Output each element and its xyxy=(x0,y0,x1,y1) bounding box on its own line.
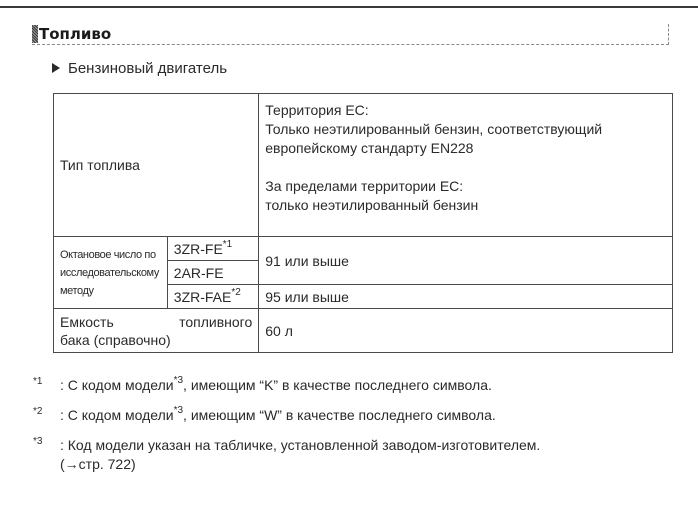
footnote-3-line-2: (→стр. 722) xyxy=(60,456,136,472)
section-marker-icon xyxy=(32,25,38,43)
capacity-label-cell xyxy=(54,309,259,353)
table-row-capacity xyxy=(54,309,673,353)
capacity-label-word-1: Емкость xyxy=(60,313,114,330)
section-title: Топливо xyxy=(39,25,112,43)
footnotes xyxy=(33,376,673,485)
top-rule xyxy=(0,6,698,8)
eu-heading: Территория ЕС: xyxy=(265,102,369,118)
footnote-1-mark xyxy=(33,376,42,395)
non-eu-heading: За пределами территории ЕС: xyxy=(265,178,464,194)
engine-cell-2 xyxy=(167,261,258,285)
footnote-2-mark-text: *2 xyxy=(33,406,43,417)
engine-mark-3: *2 xyxy=(231,286,241,298)
eu-block xyxy=(265,101,666,158)
octane-value-1: 91 или выше xyxy=(265,252,349,269)
octane-label-cell xyxy=(54,237,168,309)
fuel-type-label-cell xyxy=(54,94,259,237)
footnote-3-mark xyxy=(33,436,42,455)
footnote-3-mark-text: *3 xyxy=(33,436,43,447)
subsection-title: Бензиновый двигатель xyxy=(68,60,228,77)
footnote-2-mark xyxy=(33,406,42,425)
footnote-2-text-after: , имеющим “W” в качестве последнего символа. xyxy=(183,407,496,423)
footnote-1-ref: *3 xyxy=(173,375,184,386)
section-header xyxy=(32,24,669,45)
engine-cell-1 xyxy=(167,237,258,261)
table-row-octane-1 xyxy=(54,237,673,261)
engine-code-1: 3ZR-FE xyxy=(173,240,223,257)
eu-line-2: европейскому стандарту EN228 xyxy=(265,140,474,156)
footnote-1 xyxy=(33,376,673,395)
non-eu-block xyxy=(265,177,666,215)
capacity-label-line-2: бака (справочно) xyxy=(60,331,171,348)
footnote-3-line-1: : Код модели указан на табличке, установленной заводом-изготовителем. xyxy=(60,437,541,453)
capacity-value: 60 л xyxy=(265,322,293,339)
footnote-2-text-before: : С кодом модели xyxy=(60,407,174,423)
fuel-spec-table xyxy=(53,93,673,353)
fuel-type-label: Тип топлива xyxy=(60,157,140,173)
footnote-2 xyxy=(33,406,673,425)
footnote-1-mark-text: *1 xyxy=(33,376,43,387)
octane-label-line-1: Октановое число по xyxy=(60,248,156,261)
footnote-2-ref: *3 xyxy=(173,405,184,416)
eu-line-1: Только неэтилированный бензин, соответствующий xyxy=(265,121,603,137)
capacity-label-line-1 xyxy=(60,313,252,331)
table-row-fuel-type xyxy=(54,94,673,237)
octane-label-line-3: методу xyxy=(60,284,94,297)
engine-code-2: 2AR-FE xyxy=(173,264,224,281)
octane-label-line-2: исследовательскому xyxy=(60,266,159,279)
octane-value-2: 95 или выше xyxy=(265,288,349,305)
triangle-bullet-icon xyxy=(52,63,60,73)
footnote-1-text-after: , имеющим “K” в качестве последнего символа. xyxy=(183,377,492,393)
footnote-3 xyxy=(33,436,673,474)
engine-mark-1: *1 xyxy=(222,238,233,250)
footnote-1-text-before: : С кодом модели xyxy=(60,377,174,393)
fuel-type-value-cell xyxy=(259,94,673,237)
octane-value-cell-2 xyxy=(259,285,673,309)
capacity-value-cell xyxy=(259,309,673,353)
non-eu-line: только неэтилированный бензин xyxy=(265,197,479,213)
octane-value-cell-1 xyxy=(259,237,673,285)
engine-code-3: 3ZR-FAE xyxy=(173,288,232,305)
capacity-label-word-2: топливного xyxy=(179,313,253,330)
subsection-heading xyxy=(52,59,227,79)
engine-cell-3 xyxy=(167,285,258,309)
